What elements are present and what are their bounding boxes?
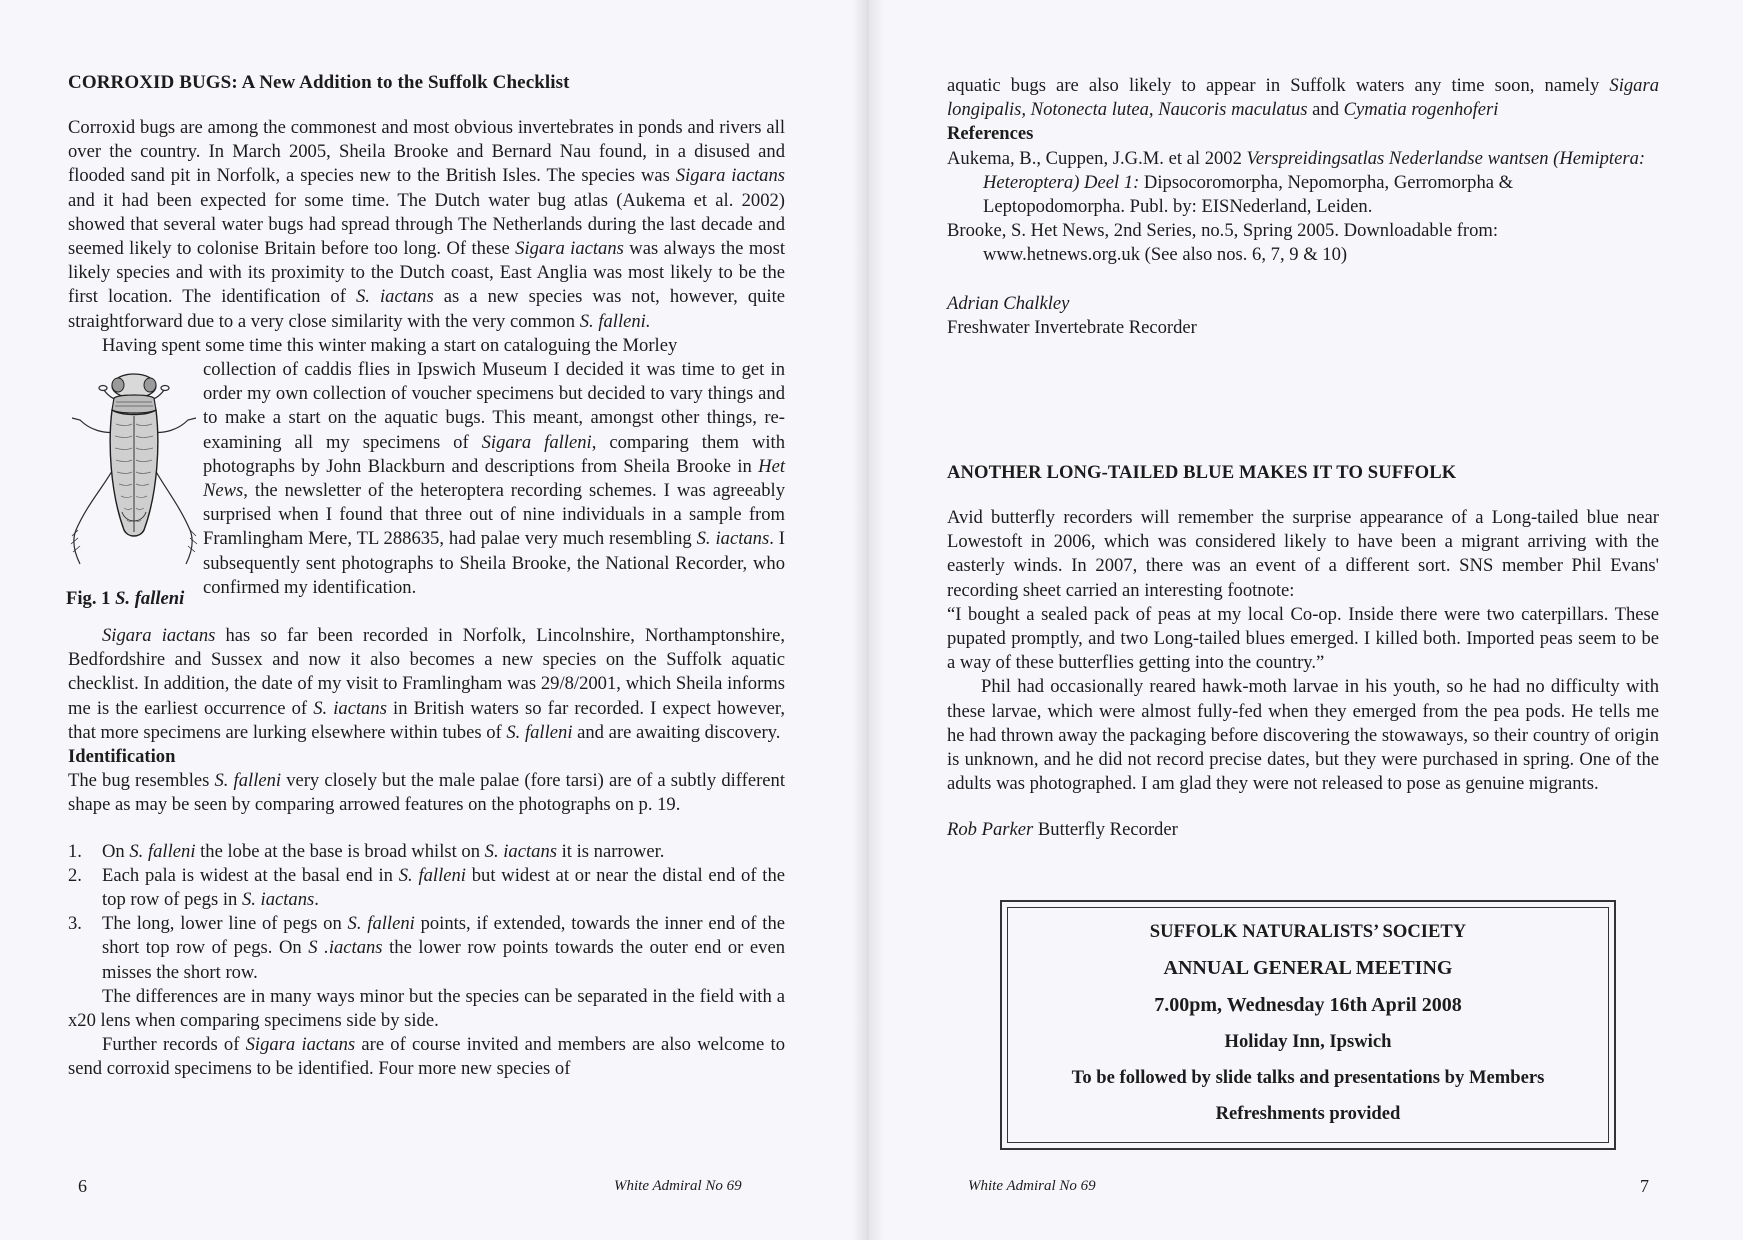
- paragraph-further: Further records of Sigara iactans are of course invited and members are also welcome to send corroxid specimens to be identified. Four more new species of: [68, 1034, 785, 1080]
- identification-list: [68, 840, 785, 985]
- agm-notice-box: [1000, 900, 1616, 1150]
- running-head-right: White Admiral No 69: [968, 1178, 1096, 1194]
- references-heading: References: [947, 123, 1034, 145]
- notice-datetime: 7.00pm, Wednesday 16th April 2008: [1154, 994, 1462, 1016]
- left-page: [0, 0, 868, 1240]
- notice-venue: Holiday Inn, Ipswich: [1224, 1031, 1392, 1052]
- article2-quote: “I bought a sealed pack of peas at my local Co-op. Inside there were two caterpillars. These pupated promptly, and two Long-tailed blues emerged. I killed both. Imported peas seem to be a way of these butterflies getting into the country.”: [947, 603, 1659, 674]
- figure-block: [68, 358, 785, 624]
- figure-wrap-text: [203, 358, 785, 600]
- water-boatman-illustration: [68, 362, 200, 584]
- notice-refreshments: Refreshments provided: [1215, 1103, 1401, 1124]
- list-text: On S. falleni the lobe at the base is broad whilst on S. iactans it is narrower.: [102, 840, 665, 862]
- paragraph-lead: Having spent some time this winter making a start on cataloguing the Morley: [102, 334, 678, 356]
- left-column: [68, 72, 785, 1082]
- identification-paragraph: The bug resembles S. falleni very closely but the male palae (fore tarsi) are of a subtly different shape as may be seen by comparing arrowed features on the photographs on p. 19.: [68, 770, 785, 816]
- paragraph-differences: The differences are in many ways minor but the species can be separated in the field with a x20 lens when comparing specimens side by side.: [68, 985, 785, 1032]
- list-number: 2.: [68, 864, 82, 886]
- page-number-right: 7: [1640, 1176, 1649, 1196]
- paragraph-records: Sigara iactans has so far been recorded in Norfolk, Lincolnshire, Northamptonshire, Bedfordshire and Sussex and now it also becomes a new species on the Suffolk aquatic checklist. In addition, the date of my visit to Framlingham was 29/8/2001, which Sheila informs me is the earliest occurrence of S. iactans in British waters so far recorded. I expect however, that more specimens are lurking elsewhere within tubes of S. falleni and are awaiting discovery.: [68, 625, 785, 743]
- list-number: 3.: [68, 913, 82, 935]
- references-list: [947, 147, 1659, 268]
- article2-paragraph2: Phil had occasionally reared hawk-moth larvae in his youth, so he had no difficulty with these larvae, which were almost fully-fed when they emerged from the pea pods. He tells me he had thrown away the packaging before discovering the stowaways, so their country of origin is unknown, and he did not record precise dates, but they were purchased in spring. One of the adults was photographed. I am glad they were not released to pose as genuine migrants.: [947, 676, 1659, 795]
- notice-meeting: ANNUAL GENERAL MEETING: [1163, 957, 1453, 979]
- article2-title: ANOTHER LONG-TAILED BLUE MAKES IT TO SUFFOLK: [947, 462, 1457, 484]
- article-title: CORROXID BUGS: A New Addition to the Suffolk Checklist: [68, 72, 570, 93]
- page-gutter: [852, 0, 884, 1240]
- figure-1: [68, 358, 200, 624]
- author2-line: Rob Parker Butterfly Recorder: [947, 819, 1178, 841]
- paragraph-wrap: collection of caddis flies in Ipswich Museum I decided it was time to get in order my own collection of voucher specimens but decided to vary things and to make a start on the aquatic bugs. This meant, amongst other things, re-examining all my specimens of Sigara falleni, comparing them with photographs by John Blackburn and descriptions from Sheila Brooke in Het News, the newsletter of the heteroptera recording schemes. I was agreeably surprised when I found that three out of nine individuals in a sample from Framlingham Mere, TL 288635, had palae very much resembling S. iactans. I subsequently sent photographs to Sheila Brooke, the National Recorder, who confirmed my identification.: [203, 359, 786, 598]
- agm-notice-inner: [1007, 907, 1609, 1143]
- list-item: [68, 864, 785, 912]
- reference-entry: Aukema, B., Cuppen, J.G.M. et al 2002 Verspreidingsatlas Nederlandse wantsen (Hemiptera: Heteroptera) Deel 1: Dipsocoromorpha, Nepomorpha, Gerromorpha & Leptopodomorpha. Publ. by: EISNederland, Leiden.: [947, 147, 1646, 218]
- notice-programme: To be followed by slide talks and presentations by Members: [1071, 1067, 1545, 1088]
- right-column: [947, 74, 1659, 843]
- article2-paragraph: Avid butterfly recorders will remember the surprise appearance of a Long-tailed blue near Lowestoft in 2006, which was considered likely to have been a migrant arriving with the easterly winds. In 2007, there was an event of a different sort. SNS member Phil Evans' recording sheet carried an interesting footnote:: [947, 507, 1659, 601]
- figure-caption: Fig. 1 S. falleni: [66, 588, 185, 610]
- page-number-left: 6: [78, 1176, 87, 1196]
- list-number: 1.: [68, 840, 82, 862]
- author-name: Adrian Chalkley: [947, 292, 1070, 314]
- notice-society: SUFFOLK NATURALISTS’ SOCIETY: [1149, 921, 1467, 942]
- intro-paragraph: Corroxid bugs are among the commonest and most obvious invertebrates in ponds and rivers all over the country. In March 2005, Sheila Brooke and Bernard Nau found, in a disused and flooded sand pit in Norfolk, a species new to the British Isles. The species was Sigara iactans and it had been expected for some time. The Dutch water bug atlas (Aukema et al. 2002) showed that several water bugs had spread through The Netherlands during the last decade and seemed likely to colonise Britain before too long. Of these Sigara iactans was always the most likely species and with its proximity to the Dutch coast, East Anglia was most likely to be the first location. The identification of S. iactans as a new species was not, however, quite straightforward due to a very close similarity with the very common S. falleni.: [68, 117, 785, 332]
- list-text: Each pala is widest at the basal end in S. falleni but widest at or near the distal end of the top row of pegs in S. iactans.: [102, 864, 785, 911]
- list-item: [68, 912, 785, 985]
- author-role: Freshwater Invertebrate Recorder: [947, 316, 1197, 338]
- list-text: The long, lower line of pegs on S. falleni points, if extended, towards the inner end of the short top row of pegs. On S .iactans the lower row points towards the outer end or even misses the short row.: [102, 913, 785, 983]
- running-head-left: White Admiral No 69: [614, 1178, 742, 1194]
- list-item: [68, 840, 785, 864]
- continuation-paragraph: aquatic bugs are also likely to appear in Suffolk waters any time soon, namely Sigara longipalis, Notonecta lutea, Naucoris maculatus and Cymatia rogenhoferi: [947, 75, 1659, 121]
- identification-heading: Identification: [68, 746, 176, 768]
- reference-entry: Brooke, S. Het News, 2nd Series, no.5, Spring 2005. Downloadable from: www.hetnews.org.uk (See also nos. 6, 7, 9 & 10): [947, 220, 1499, 266]
